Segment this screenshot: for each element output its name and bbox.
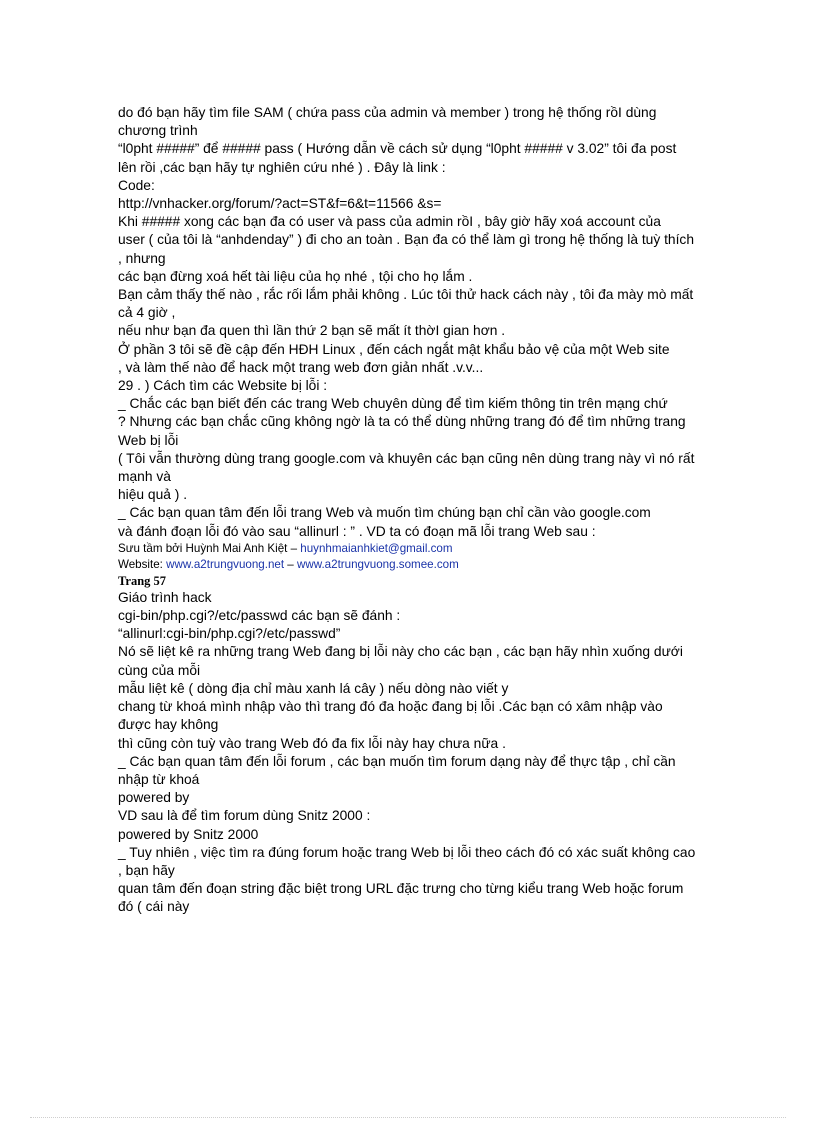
text-line: Ở phần 3 tôi sẽ đề cập đến HĐH Linux , đến cách ngắt mật khẩu bảo vệ của một Web site [118,341,670,357]
text-line: , và làm thế nào để hack một trang web đơn giản nhất .v.v... [118,359,484,375]
body-text-bottom [118,607,698,916]
document-page [118,104,698,917]
code-url: http://vnhacker.org/forum/?act=ST&f=6&t=11566 &s= [118,196,442,212]
text-line: ( Tôi vẫn thường dùng trang google.com và khuyên các bạn cũng nên dùng trang này vì nó rất mạnh và [118,450,695,485]
text-line: quan tâm đến đoạn string đặc biệt trong URL đặc trưng cho từng kiểu trang Web hoặc forum đó ( cái này [118,881,684,915]
text-line: hiệu quả ) . [118,487,188,503]
text-line: do đó bạn hãy tìm file SAM ( chứa pass của admin và member ) trong hệ thống rồI dùng chương trình [118,105,657,139]
credit-line [118,541,698,557]
page-footer [118,541,698,573]
text-line: powered by Snitz 2000 [118,826,259,842]
text-line: Khi ##### xong các bạn đa có user và pass của admin rồI , bây giờ hãy xoá account của [118,214,661,230]
website-label: Website: [118,557,167,571]
text-line: mẫu liệt kê ( dòng địa chỉ màu xanh lá cây ) nếu dòng nào viết y [118,680,509,696]
text-line: _ Chắc các bạn biết đến các trang Web chuyên dùng để tìm kiếm thông tin trên mạng chứ [118,396,668,412]
website-link-1[interactable]: www.a2trungvuong.net [166,557,285,571]
text-line: Nó sẽ liệt kê ra những trang Web đang bị lỗi này cho các bạn , các bạn hãy nhìn xuống dưới cùng của mỗi [118,644,683,678]
text-line: “allinurl:cgi-bin/php.cgi?/etc/passwd” [118,626,341,642]
page-header-title: Giáo trình hack [118,589,212,605]
page-bottom-divider [30,1117,786,1118]
website-link-2[interactable]: www.a2trungvuong.somee.com [296,557,459,571]
text-line: user ( của tôi là “anhdenday” ) đi cho an toàn . Bạn đa có thể làm gì trong hệ thống là tuỳ thích , nhưng [118,232,694,266]
text-line: VD sau là để tìm forum dùng Snitz 2000 : [118,808,371,824]
credit-text: Sưu tầm bởi Huỳnh Mai Anh Kiệt – [118,541,301,555]
email-link[interactable]: huynhmaianhkiet@gmail.com [300,541,453,555]
text-line: thì cũng còn tuỳ vào trang Web đó đa fix lỗi này hay chưa nữa . [118,735,506,751]
text-line: _ Các bạn quan tâm đến lỗi trang Web và muốn tìm chúng bạn chỉ cần vào google.com [118,505,651,521]
text-line: và đánh đoạn lỗi đó vào sau “allinurl : ” . VD ta có đoạn mã lỗi trang Web sau : [118,523,596,539]
website-line [118,557,698,573]
website-separator: – [284,557,297,571]
text-line: chang từ khoá mình nhập vào thì trang đó đa hoặc đang bị lỗi .Các bạn có xâm nhập vào được hay không [118,699,663,733]
text-line: cgi-bin/php.cgi?/etc/passwd các bạn sẽ đánh : [118,608,401,624]
text-line: “l0pht #####” để ##### pass ( Hướng dẫn về cách sử dụng “l0pht ##### v 3.02” tôi đa post lên rồi ,các bạn hãy tự nghiên cứu nhé ) . Đây là link : [118,141,677,175]
text-line: Bạn cảm thấy thế nào , rắc rối lắm phải không . Lúc tôi thử hack cách này , tôi đa mày mò mất cả 4 giờ , [118,287,694,321]
text-line: _ Các bạn quan tâm đến lỗi forum , các bạn muốn tìm forum dạng này để thực tập , chỉ cần nhập từ khoá [118,753,676,787]
text-line: các bạn đừng xoá hết tài liệu của họ nhé , tội cho họ lắm . [118,268,473,284]
page-number: Trang 57 [118,573,167,588]
text-line: _ Tuy nhiên , việc tìm ra đúng forum hoặc trang Web bị lỗi theo cách đó có xác suất không cao , bạn hãy [118,844,696,878]
text-line: powered by [118,790,190,806]
text-line: nếu như bạn đa quen thì lần thứ 2 bạn sẽ mất ít thờI gian hơn . [118,323,506,339]
text-line: Code: [118,177,155,193]
body-text-top [118,104,698,541]
section-heading: 29 . ) Cách tìm các Website bị lỗi : [118,378,328,394]
text-line: ? Nhưng các bạn chắc cũng không ngờ là ta có thể dùng những trang đó để tìm những trang Web bị lỗi [118,414,686,448]
